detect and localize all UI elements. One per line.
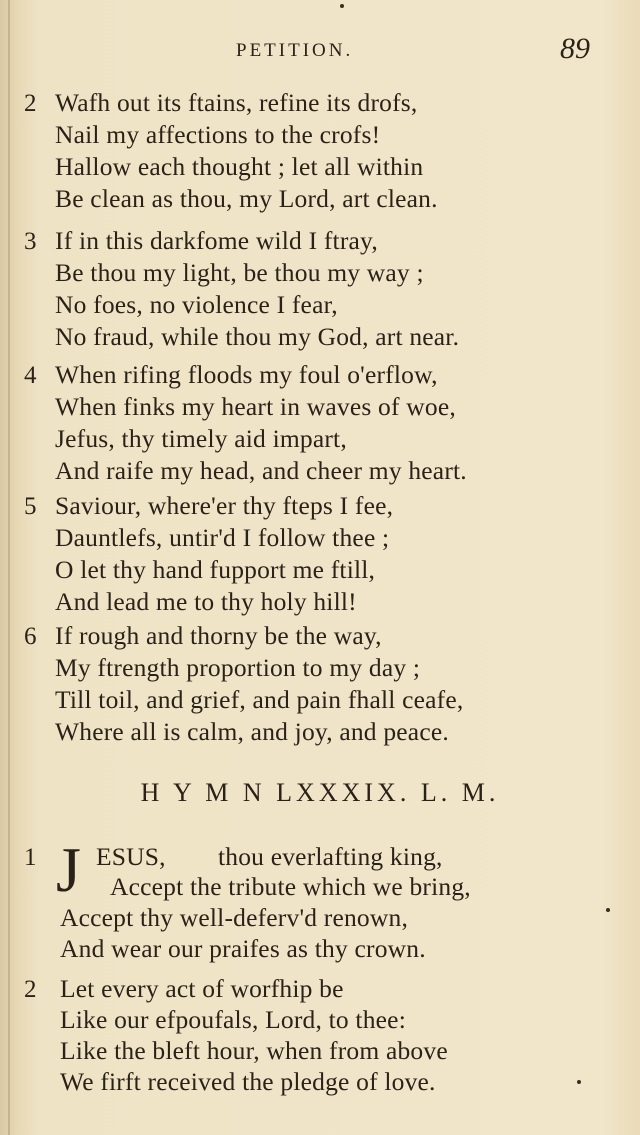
stanza-number: 6 bbox=[24, 623, 37, 650]
stanza-number: 2 bbox=[24, 90, 37, 117]
verse-line: thou everlafting king, bbox=[218, 842, 443, 871]
verse-line: Like the bleft hour, when from above bbox=[60, 1036, 448, 1065]
stanza-number: 4 bbox=[24, 362, 37, 389]
verse-line: Till toil, and grief, and pain fhall ceafe, bbox=[55, 685, 464, 714]
verse-line: Jefus, thy timely aid impart, bbox=[55, 424, 347, 453]
verse-line: Be thou my light, be thou my way ; bbox=[55, 258, 424, 287]
page-gutter bbox=[8, 0, 10, 1135]
verse-line: Wafh out its ftains, refine its drofs, bbox=[55, 88, 418, 117]
verse-line: If rough and thorny be the way, bbox=[55, 621, 382, 650]
verse-line: If in this darkfome wild I ftray, bbox=[55, 226, 378, 255]
verse-line: Let every act of worfhip be bbox=[60, 974, 344, 1003]
running-head bbox=[0, 32, 640, 70]
ink-speck bbox=[577, 1080, 581, 1084]
verse-line: Where all is calm, and joy, and peace. bbox=[55, 717, 449, 746]
verse-line: Saviour, where'er thy fteps I fee, bbox=[55, 491, 394, 520]
stanza-number: 5 bbox=[24, 493, 37, 520]
verse-line: Accept thy well-deferv'd renown, bbox=[60, 903, 409, 932]
drop-cap: J bbox=[56, 834, 81, 905]
verse-line: When finks my heart in waves of woe, bbox=[55, 392, 456, 421]
verse-line: O let thy hand fupport me ftill, bbox=[55, 555, 376, 584]
verse-line: Dauntlefs, untir'd I follow thee ; bbox=[55, 523, 390, 552]
ink-speck bbox=[606, 908, 610, 912]
ink-speck bbox=[340, 4, 344, 8]
verse-line: And lead me to thy holy hill! bbox=[55, 587, 357, 616]
stanza-number: 2 bbox=[24, 976, 37, 1003]
verse-line: And raife my head, and cheer my heart. bbox=[55, 456, 467, 485]
verse-line: Be clean as thou, my Lord, art clean. bbox=[55, 184, 438, 213]
first-word: ESUS, bbox=[96, 842, 166, 871]
verse-line: When rifing floods my foul o'erflow, bbox=[55, 360, 438, 389]
verse-line: Nail my affections to the crofs! bbox=[55, 120, 381, 149]
verse-line: No foes, no violence I fear, bbox=[55, 290, 338, 319]
verse-line: Like our efpoufals, Lord, to thee: bbox=[60, 1005, 406, 1034]
verse-line: And wear our praifes as thy crown. bbox=[60, 934, 426, 963]
hymn-heading: H Y M N LXXXIX. L. M. bbox=[140, 778, 500, 807]
verse-line: My ftrength proportion to my day ; bbox=[55, 653, 421, 682]
verse-line: Hallow each thought ; let all within bbox=[55, 152, 424, 181]
stanza-number: 1 bbox=[24, 844, 37, 871]
verse-line: We firft received the pledge of love. bbox=[60, 1067, 436, 1096]
verse-line: Accept the tribute which we bring, bbox=[110, 872, 471, 901]
page-number: 89 bbox=[560, 32, 590, 65]
running-title: PETITION. bbox=[236, 40, 354, 61]
verse-line: No fraud, while thou my God, art near. bbox=[55, 322, 460, 351]
stanza-number: 3 bbox=[24, 228, 37, 255]
